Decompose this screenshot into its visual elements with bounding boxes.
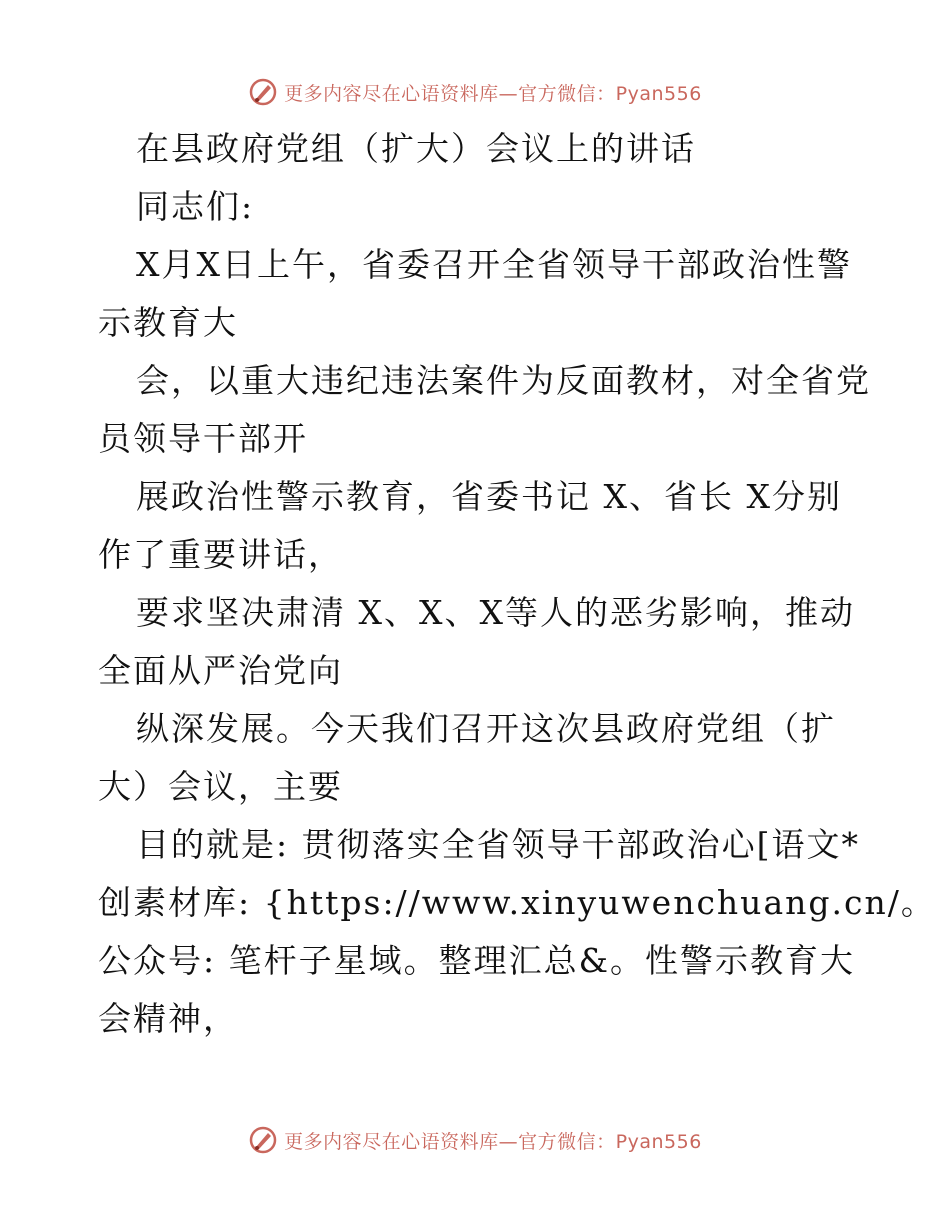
pen-logo-icon — [248, 1125, 278, 1155]
paragraph-line: X月X日上午，省委召开全省领导干部政治性警 — [136, 245, 852, 284]
paragraph-line: 目的就是: 贯彻落实全省领导干部政治心[语文* — [136, 825, 860, 864]
paragraph-line: 会，以重大违纪违法案件为反面教材，对全省党 — [136, 361, 871, 400]
paragraph-line: 全面从严治党向 — [98, 651, 343, 690]
document-body — [98, 120, 936, 1048]
pen-logo-icon — [248, 77, 278, 107]
paragraph-line: 员领导干部开 — [98, 419, 308, 458]
paragraph-line: 纵深发展。今天我们召开这次县政府党组（扩 — [136, 709, 836, 748]
paragraph-line: 公众号: 笔杆子星域。整理汇总&。性警示教育大 — [98, 941, 855, 980]
paragraph-line: 创素材库: {https://www.xinyuwenchuang.cn/。 — [98, 883, 936, 922]
watermark-text: 更多内容尽在心语资料库—官方微信：Pyan556 — [284, 1130, 702, 1153]
watermark-text: 更多内容尽在心语资料库—官方微信：Pyan556 — [284, 82, 702, 105]
footer-watermark — [0, 1120, 950, 1160]
salutation: 同志们: — [136, 187, 255, 226]
document-title: 在县政府党组（扩大）会议上的讲话 — [136, 129, 696, 168]
paragraph-line: 要求坚决肃清 X、X、X等人的恶劣影响，推动 — [136, 593, 855, 632]
paragraph-line: 作了重要讲话， — [98, 535, 343, 574]
paragraph-line: 大）会议，主要 — [98, 767, 343, 806]
paragraph-line: 示教育大 — [98, 303, 238, 342]
paragraph-line: 会精神， — [98, 999, 238, 1038]
paragraph-line: 展政治性警示教育，省委书记 X、省长 X分别 — [136, 477, 842, 516]
header-watermark — [0, 72, 950, 112]
